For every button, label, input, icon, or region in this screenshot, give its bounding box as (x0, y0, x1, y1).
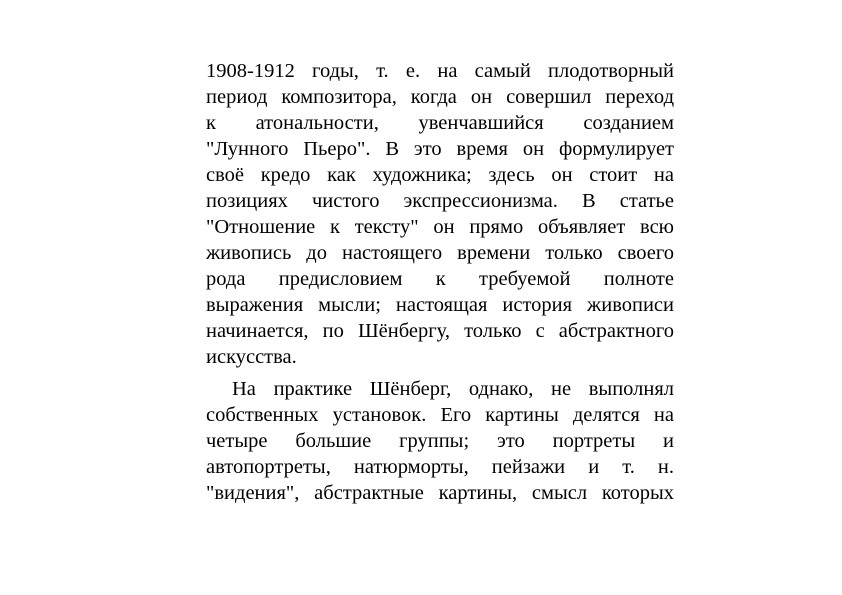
text-line: к атональности, увенчавшийся созданием (206, 112, 674, 134)
text-line: рода предисловием к требуемой полноте (206, 268, 674, 290)
text-line: искусства. (206, 346, 297, 368)
text-line: период композитора, когда он совершил переход (206, 86, 674, 108)
text-body (206, 58, 674, 506)
text-line: "видения", абстрактные картины, смысл которых (206, 482, 674, 504)
text-line: позициях чистого экспрессионизма. В статье (206, 190, 674, 212)
text-line: 1908-1912 годы, т. е. на самый плодотворный (206, 60, 674, 82)
paragraph-2 (206, 376, 674, 506)
text-line: живопись до настоящего времени только своего (206, 242, 674, 264)
text-line: "Отношение к тексту" он прямо объявляет всю (206, 216, 674, 238)
text-line: выражения мысли; настоящая история живописи (206, 294, 674, 316)
text-line: На практике Шёнберг, однако, не выполнял (232, 378, 674, 400)
text-line: начинается, по Шёнбергу, только с абстрактного (206, 320, 674, 342)
text-line: четыре большие группы; это портреты и (206, 430, 674, 452)
text-line: "Лунного Пьеро". В это время он формулирует (206, 138, 674, 160)
text-line: своё кредо как художника; здесь он стоит на (206, 164, 674, 186)
text-line: собственных установок. Его картины делятся на (206, 404, 674, 426)
paragraph-1 (206, 58, 674, 370)
text-line: автопортреты, натюрморты, пейзажи и т. н. (206, 456, 674, 478)
